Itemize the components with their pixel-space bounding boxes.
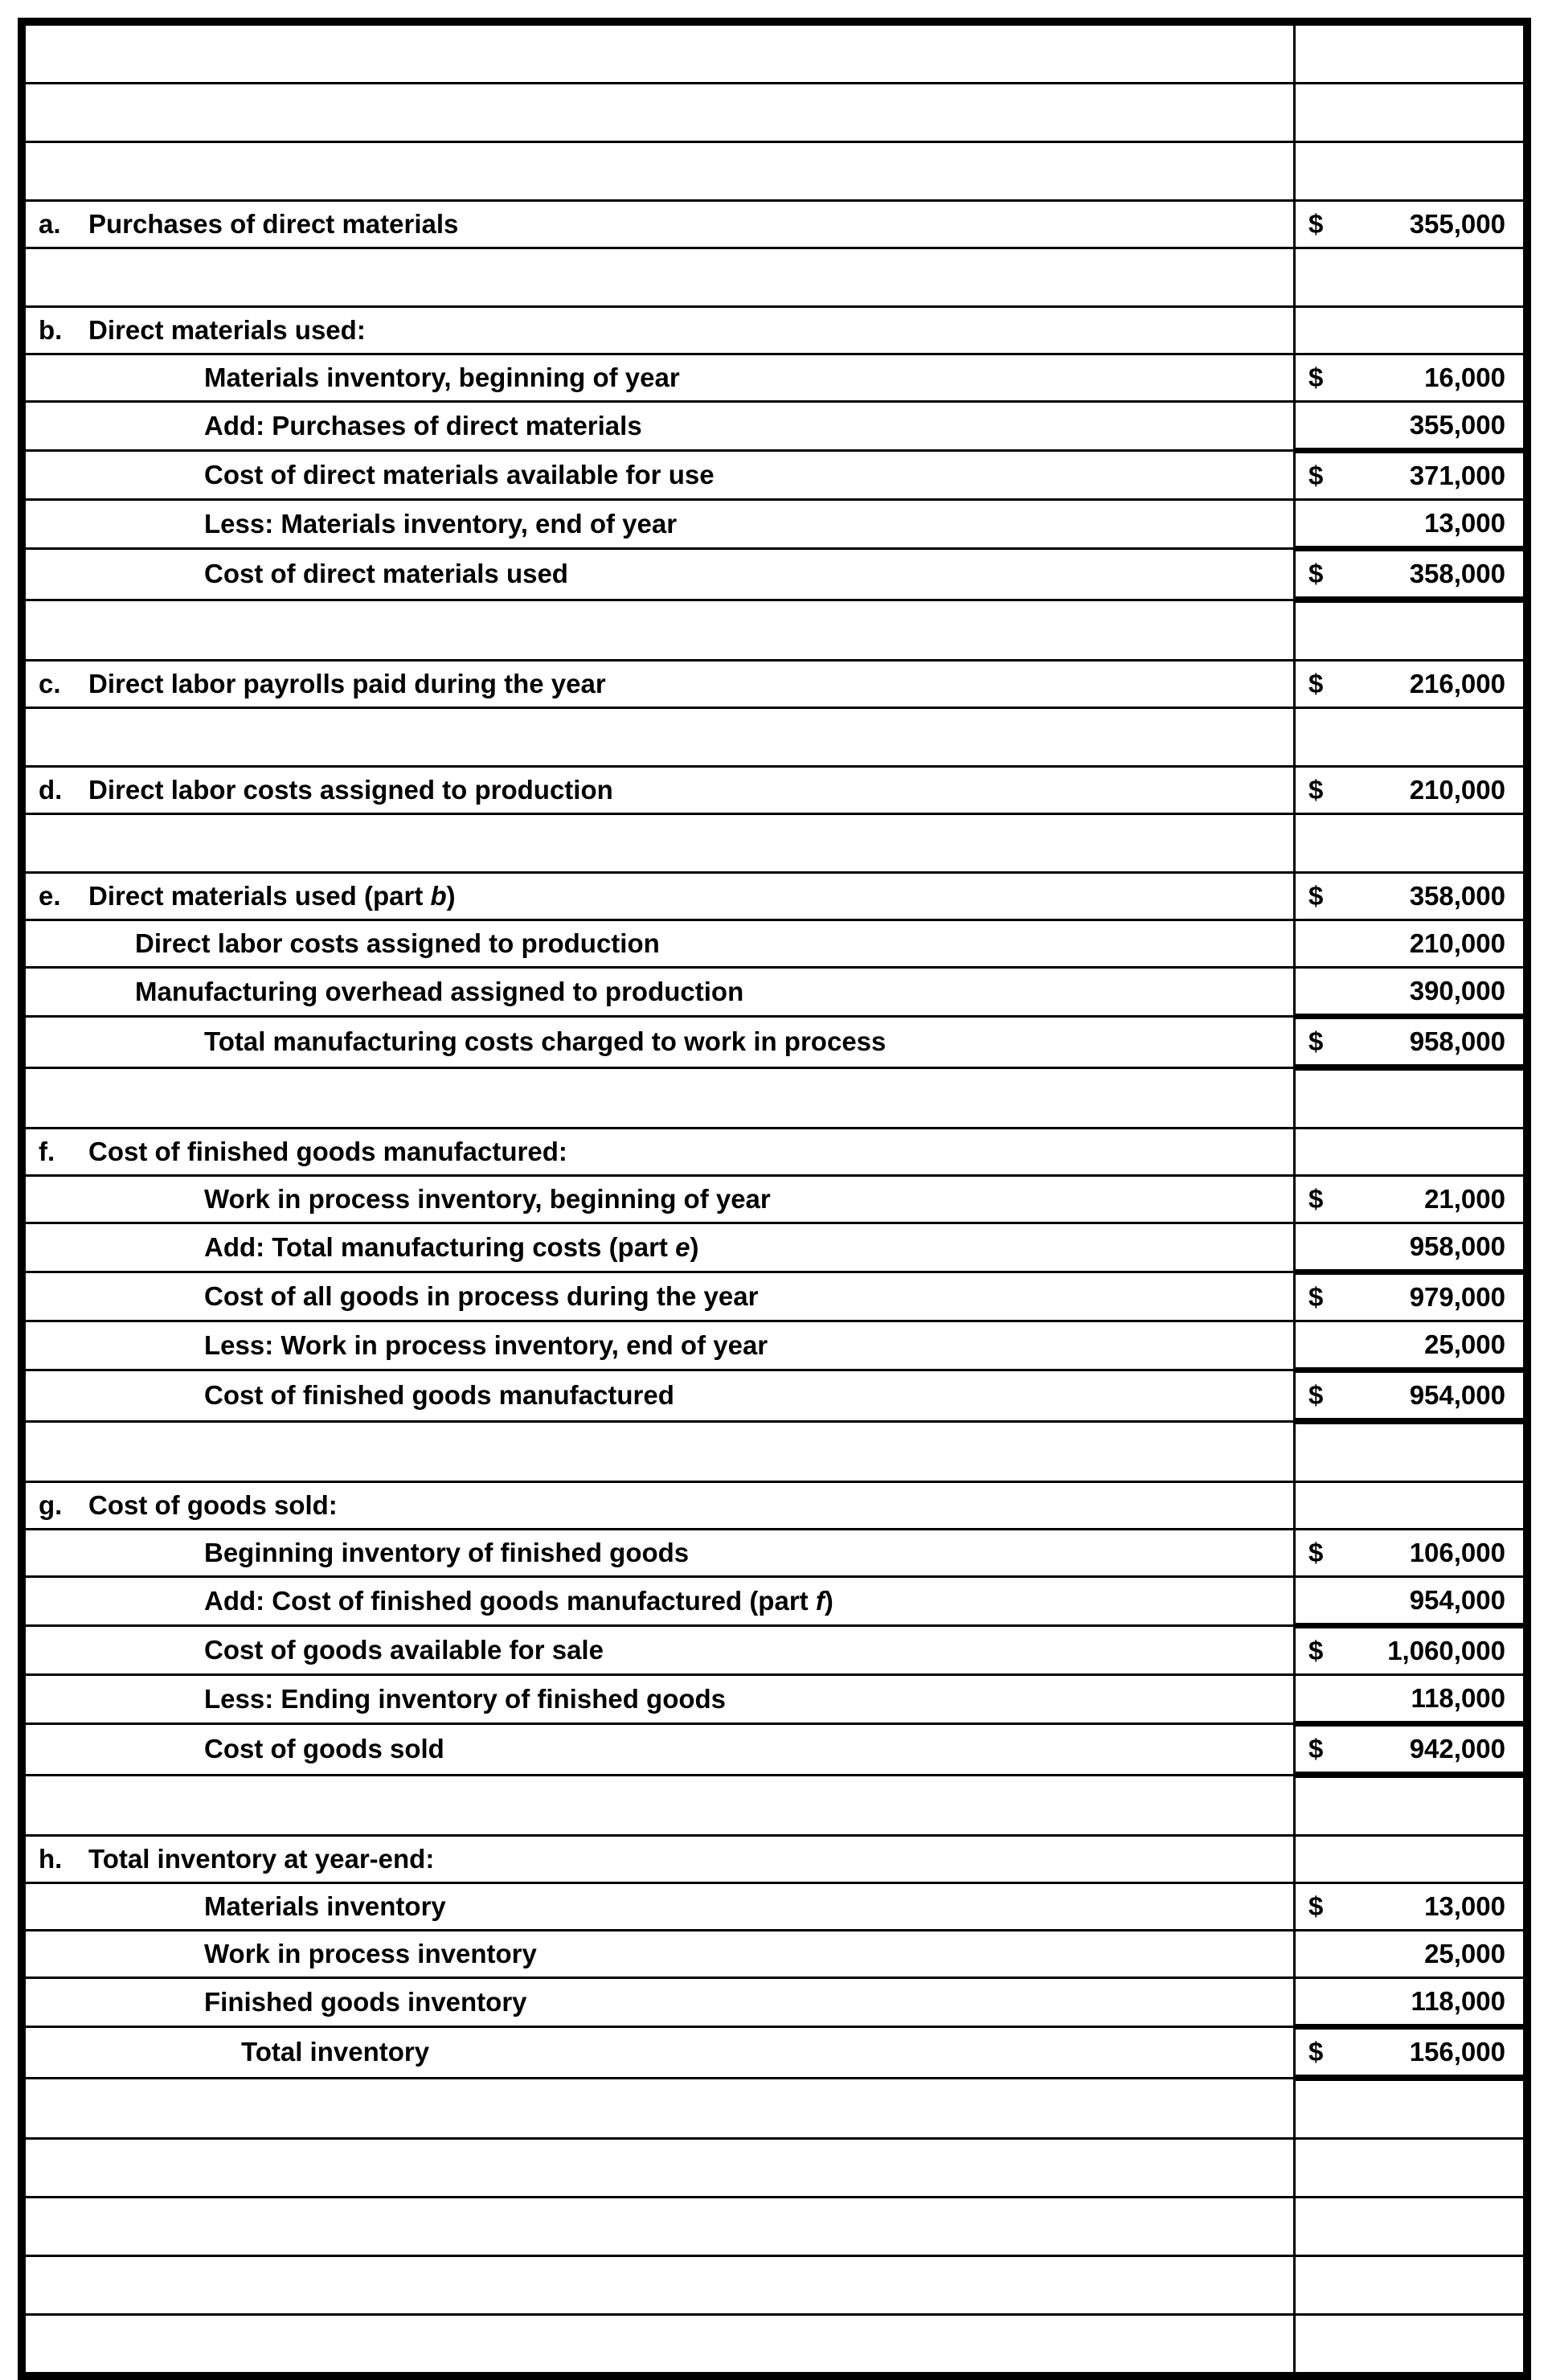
table-row <box>25 968 1525 1017</box>
line-item-label <box>26 1330 1293 1362</box>
amount-cell <box>1295 201 1525 248</box>
amount-value-wrap <box>1296 969 1523 1014</box>
table-row <box>25 1931 1525 1978</box>
part-reference: b <box>430 880 447 911</box>
table-row <box>25 451 1525 500</box>
line-item-label <box>26 1635 1293 1666</box>
section-label <box>26 669 1293 700</box>
amount-number: 355,000 <box>1409 208 1505 239</box>
label-cell <box>25 1724 1295 1776</box>
table-row <box>25 1836 1525 1883</box>
label-cell <box>25 451 1295 500</box>
label-text: Beginning inventory of finished goods <box>204 1537 690 1567</box>
label-text: Materials inventory <box>204 1890 446 1921</box>
amount-number: 954,000 <box>1409 1584 1505 1615</box>
currency-symbol: $ <box>1308 668 1324 698</box>
spacer-row <box>25 25 1525 84</box>
amount-cell <box>1295 920 1525 968</box>
table-row <box>25 354 1525 402</box>
currency-symbol: $ <box>1308 1183 1324 1214</box>
currency-symbol: $ <box>1308 2036 1324 2067</box>
spacer-row <box>25 142 1525 201</box>
worksheet-sheet <box>18 18 1531 2380</box>
spacer-row <box>25 2198 1525 2256</box>
amount-value-wrap <box>1296 921 1523 966</box>
line-item-label <box>26 509 1293 540</box>
amount-cell <box>1295 500 1525 549</box>
currency-symbol: $ <box>1308 774 1324 805</box>
blank-label-cell <box>25 708 1295 767</box>
section-letter: a. <box>39 208 61 239</box>
spacer-row <box>25 1421 1525 1482</box>
blank-label-cell <box>25 25 1295 84</box>
amount-number: 118,000 <box>1411 1985 1505 2016</box>
section-letter: h. <box>39 1843 63 1874</box>
label-cell <box>25 1017 1295 1068</box>
amount-cell <box>1295 1223 1525 1272</box>
label-text: Less: Ending inventory of finished goods <box>204 1683 727 1714</box>
blank-amount-cell <box>1295 2256 1525 2315</box>
label-cell <box>25 1321 1295 1370</box>
label-text: Direct labor payrolls paid during the year <box>88 668 606 698</box>
table-row <box>25 1530 1525 1577</box>
amount-value-wrap <box>1296 1224 1523 1269</box>
label-cell <box>25 1272 1295 1321</box>
amount-number: 954,000 <box>1409 1379 1505 1410</box>
label-cell <box>25 402 1295 451</box>
blank-amount-cell <box>1295 1775 1525 1836</box>
blank-label-cell <box>25 142 1295 201</box>
label-cell <box>25 1626 1295 1675</box>
amount-value-wrap <box>1296 202 1523 247</box>
amount-value-wrap <box>1296 1373 1523 1418</box>
spacer-row <box>25 84 1525 142</box>
blank-label-cell <box>25 2256 1295 2315</box>
spacer-row <box>25 2139 1525 2198</box>
label-cell <box>25 1931 1295 1978</box>
currency-symbol: $ <box>1308 1635 1324 1665</box>
table-row <box>25 1223 1525 1272</box>
amount-number: 16,000 <box>1424 362 1505 392</box>
table-row <box>25 1129 1525 1176</box>
amount-cell <box>1295 968 1525 1017</box>
line-item-label <box>26 1538 1293 1569</box>
amount-number: 958,000 <box>1409 1231 1505 1261</box>
line-item-label <box>26 411 1293 442</box>
line-item-label <box>26 1939 1293 1970</box>
label-text: Add: Cost of finished goods manufactured (part <box>204 1585 816 1616</box>
spacer-row <box>25 2256 1525 2315</box>
amount-cell <box>1295 307 1525 354</box>
amount-value-wrap <box>1296 768 1523 813</box>
blank-label-cell <box>25 814 1295 873</box>
label-text: Purchases of direct materials <box>88 208 459 239</box>
label-text: Work in process inventory <box>204 1938 537 1968</box>
amount-number: 210,000 <box>1409 928 1505 958</box>
amount-number: 118,000 <box>1411 1682 1505 1713</box>
table-row <box>25 1577 1525 1626</box>
currency-symbol: $ <box>1308 1537 1324 1567</box>
label-text: Direct materials used (part <box>88 880 431 911</box>
blank-amount-cell <box>1295 2315 1525 2374</box>
amount-cell <box>1295 1017 1525 1068</box>
table-body <box>25 25 1525 2374</box>
currency-symbol: $ <box>1308 1733 1324 1763</box>
amount-cell <box>1295 549 1525 600</box>
spacer-row <box>25 600 1525 661</box>
label-text: Total manufacturing costs charged to work in process <box>204 1026 887 1056</box>
amount-cell <box>1295 1482 1525 1530</box>
currency-symbol: $ <box>1308 1026 1324 1056</box>
label-cell <box>25 1370 1295 1422</box>
blank-amount-cell <box>1295 2078 1525 2139</box>
label-text: Add: Total manufacturing costs (part <box>204 1231 676 1262</box>
label-cell <box>25 1482 1295 1530</box>
line-item-label <box>26 1684 1293 1715</box>
label-cell <box>25 661 1295 708</box>
amount-cell <box>1295 1836 1525 1883</box>
table-row <box>25 1272 1525 1321</box>
section-letter: d. <box>39 774 63 805</box>
blank-amount-cell <box>1295 708 1525 767</box>
currency-symbol: $ <box>1308 1890 1324 1921</box>
table-row <box>25 1626 1525 1675</box>
amount-cell <box>1295 1272 1525 1321</box>
spacer-row <box>25 1775 1525 1836</box>
amount-value-wrap <box>1296 1727 1523 1772</box>
line-item-label <box>26 1026 1293 1058</box>
blank-label-cell <box>25 2315 1295 2374</box>
amount-value-wrap <box>1296 1275 1523 1320</box>
amount-cell <box>1295 354 1525 402</box>
table-row <box>25 767 1525 814</box>
amount-cell <box>1295 1724 1525 1776</box>
label-cell <box>25 1675 1295 1724</box>
spacer-row <box>25 248 1525 307</box>
amount-number: 390,000 <box>1409 975 1505 1006</box>
blank-amount-cell <box>1295 1421 1525 1482</box>
blank-amount-cell <box>1295 814 1525 873</box>
label-cell <box>25 1577 1295 1626</box>
amount-value-wrap <box>1296 1019 1523 1064</box>
currency-symbol: $ <box>1308 558 1324 588</box>
table-row <box>25 1321 1525 1370</box>
amount-cell <box>1295 402 1525 451</box>
label-text: Work in process inventory, beginning of year <box>204 1183 771 1214</box>
amount-value-wrap <box>1296 662 1523 707</box>
table-row <box>25 1675 1525 1724</box>
line-item-label <box>26 1891 1293 1923</box>
table-row <box>25 307 1525 354</box>
section-label <box>26 881 1293 912</box>
label-cell <box>25 1129 1295 1176</box>
amount-number: 979,000 <box>1409 1281 1505 1312</box>
label-text: Direct labor costs assigned to production <box>88 774 613 805</box>
amount-cell <box>1295 873 1525 920</box>
amount-value-wrap <box>1296 1322 1523 1367</box>
amount-value-wrap <box>1296 1931 1523 1977</box>
section-label <box>26 775 1293 806</box>
amount-number: 958,000 <box>1409 1026 1505 1056</box>
blank-amount-cell <box>1295 600 1525 661</box>
label-cell <box>25 549 1295 600</box>
blank-label-cell <box>25 248 1295 307</box>
currency-symbol: $ <box>1308 208 1324 239</box>
label-cell <box>25 201 1295 248</box>
amount-number: 371,000 <box>1409 460 1505 490</box>
amount-number: 13,000 <box>1424 507 1505 538</box>
label-text: Cost of goods available for sale <box>204 1634 604 1665</box>
amount-cell <box>1295 1370 1525 1422</box>
line-item-label <box>26 928 1293 960</box>
section-label <box>26 1137 1293 1168</box>
spacer-row <box>25 814 1525 873</box>
label-tail: ) <box>690 1231 699 1262</box>
currency-symbol: $ <box>1308 880 1324 911</box>
line-item-label <box>26 1734 1293 1765</box>
part-reference: e <box>675 1231 690 1262</box>
amount-number: 355,000 <box>1409 409 1505 440</box>
blank-label-cell <box>25 2078 1295 2139</box>
amount-cell <box>1295 1530 1525 1577</box>
table-row <box>25 1017 1525 1068</box>
amount-number: 13,000 <box>1424 1890 1505 1921</box>
amount-value-wrap <box>1296 1884 1523 1929</box>
label-text: Cost of goods sold: <box>88 1489 338 1520</box>
amount-cell <box>1295 1626 1525 1675</box>
amount-number: 942,000 <box>1409 1733 1505 1763</box>
blank-amount-cell <box>1295 142 1525 201</box>
section-letter: f. <box>39 1136 55 1166</box>
amount-value-wrap <box>1296 2030 1523 2075</box>
amount-value-wrap <box>1296 403 1523 448</box>
amount-value-wrap <box>1296 355 1523 400</box>
amount-number: 358,000 <box>1409 558 1505 588</box>
line-item-label <box>26 1232 1293 1264</box>
cost-schedule-table <box>23 23 1525 2374</box>
spacer-row <box>25 2078 1525 2139</box>
label-text: Cost of all goods in process during the year <box>204 1280 759 1311</box>
table-row <box>25 1883 1525 1931</box>
amount-value-wrap <box>1296 453 1523 498</box>
label-text: Manufacturing overhead assigned to production <box>135 976 744 1006</box>
amount-number: 358,000 <box>1409 880 1505 911</box>
blank-amount-cell <box>1295 84 1525 142</box>
label-cell <box>25 307 1295 354</box>
spacer-row <box>25 2315 1525 2374</box>
label-cell <box>25 873 1295 920</box>
blank-amount-cell <box>1295 248 1525 307</box>
amount-value-wrap <box>1296 1530 1523 1575</box>
label-cell <box>25 968 1295 1017</box>
amount-value-wrap <box>1296 1979 1523 2024</box>
line-item-label <box>26 1380 1293 1411</box>
blank-label-cell <box>25 1067 1295 1129</box>
label-cell <box>25 1223 1295 1272</box>
label-text: Materials inventory, beginning of year <box>204 362 680 392</box>
label-text: Cost of direct materials available for use <box>204 459 715 490</box>
amount-cell <box>1295 1978 1525 2027</box>
label-text: Total inventory at year-end: <box>88 1843 435 1874</box>
label-cell <box>25 2027 1295 2079</box>
label-text: Cost of finished goods manufactured: <box>88 1136 567 1166</box>
table-row <box>25 920 1525 968</box>
currency-symbol: $ <box>1308 1379 1324 1410</box>
label-cell <box>25 354 1295 402</box>
table-row <box>25 402 1525 451</box>
label-text: Total inventory <box>241 2036 430 2067</box>
section-letter: e. <box>39 880 61 911</box>
section-letter: b. <box>39 314 63 345</box>
table-row <box>25 661 1525 708</box>
label-text: Cost of finished goods manufactured <box>204 1379 674 1410</box>
amount-number: 1,060,000 <box>1387 1635 1505 1665</box>
amount-number: 210,000 <box>1409 774 1505 805</box>
spacer-row <box>25 708 1525 767</box>
blank-amount-cell <box>1295 2139 1525 2198</box>
line-item-label <box>26 460 1293 491</box>
blank-label-cell <box>25 1421 1295 1482</box>
amount-number: 106,000 <box>1409 1537 1505 1567</box>
blank-label-cell <box>25 600 1295 661</box>
label-cell <box>25 767 1295 814</box>
line-item-label <box>26 1586 1293 1617</box>
label-text: Direct materials used: <box>88 314 366 345</box>
blank-label-cell <box>25 2198 1295 2256</box>
currency-symbol: $ <box>1308 1281 1324 1312</box>
section-letter: g. <box>39 1489 63 1520</box>
blank-label-cell <box>25 2139 1295 2198</box>
amount-value-wrap <box>1296 1578 1523 1623</box>
amount-cell <box>1295 1883 1525 1931</box>
line-item-label <box>26 1184 1293 1215</box>
amount-number: 156,000 <box>1409 2036 1505 2067</box>
section-label <box>26 1490 1293 1522</box>
section-label <box>26 209 1293 240</box>
table-row <box>25 1978 1525 2027</box>
amount-value-wrap <box>1296 1177 1523 1222</box>
label-tail: ) <box>446 880 456 911</box>
amount-value-wrap <box>1296 501 1523 546</box>
section-letter: c. <box>39 668 61 698</box>
label-cell <box>25 1883 1295 1931</box>
table-row <box>25 2027 1525 2079</box>
table-row <box>25 549 1525 600</box>
label-text: Less: Work in process inventory, end of year <box>204 1329 768 1360</box>
label-text: Direct labor costs assigned to production <box>135 928 660 958</box>
table-row <box>25 1482 1525 1530</box>
amount-value-wrap <box>1296 1676 1523 1721</box>
section-label <box>26 315 1293 346</box>
amount-cell <box>1295 767 1525 814</box>
amount-cell <box>1295 1931 1525 1978</box>
line-item-label <box>26 1281 1293 1313</box>
table-row <box>25 1724 1525 1776</box>
amount-number: 216,000 <box>1409 668 1505 698</box>
label-text: Finished goods inventory <box>204 1986 527 2017</box>
line-item-label <box>26 977 1293 1008</box>
blank-amount-cell <box>1295 1067 1525 1129</box>
amount-cell <box>1295 1675 1525 1724</box>
amount-cell <box>1295 1321 1525 1370</box>
label-cell <box>25 1978 1295 2027</box>
amount-value-wrap <box>1296 1628 1523 1673</box>
label-cell <box>25 920 1295 968</box>
table-row <box>25 1370 1525 1422</box>
label-cell <box>25 500 1295 549</box>
line-item-label <box>26 363 1293 394</box>
label-tail: ) <box>824 1585 833 1616</box>
label-cell <box>25 1836 1295 1883</box>
amount-value-wrap <box>1296 551 1523 596</box>
amount-value-wrap <box>1296 874 1523 919</box>
amount-cell <box>1295 661 1525 708</box>
label-text: Cost of direct materials used <box>204 558 568 588</box>
line-item-label <box>26 559 1293 590</box>
line-item-label <box>26 1987 1293 2018</box>
label-cell <box>25 1530 1295 1577</box>
section-label <box>26 1844 1293 1875</box>
currency-symbol: $ <box>1308 460 1324 490</box>
amount-number: 25,000 <box>1424 1938 1505 1968</box>
line-item-label <box>26 2037 1293 2068</box>
blank-label-cell <box>25 1775 1295 1836</box>
blank-label-cell <box>25 84 1295 142</box>
table-row <box>25 201 1525 248</box>
amount-cell <box>1295 1577 1525 1626</box>
spacer-row <box>25 1067 1525 1129</box>
label-text: Less: Materials inventory, end of year <box>204 508 678 539</box>
amount-cell <box>1295 451 1525 500</box>
table-row <box>25 873 1525 920</box>
blank-amount-cell <box>1295 2198 1525 2256</box>
amount-cell <box>1295 2027 1525 2079</box>
amount-cell <box>1295 1176 1525 1223</box>
label-text: Cost of goods sold <box>204 1733 444 1763</box>
blank-amount-cell <box>1295 25 1525 84</box>
amount-number: 21,000 <box>1424 1183 1505 1214</box>
amount-number: 25,000 <box>1424 1329 1505 1359</box>
amount-cell <box>1295 1129 1525 1176</box>
label-text: Add: Purchases of direct materials <box>204 410 642 440</box>
part-reference: f <box>815 1585 825 1616</box>
table-row <box>25 500 1525 549</box>
label-cell <box>25 1176 1295 1223</box>
currency-symbol: $ <box>1308 362 1324 392</box>
table-row <box>25 1176 1525 1223</box>
